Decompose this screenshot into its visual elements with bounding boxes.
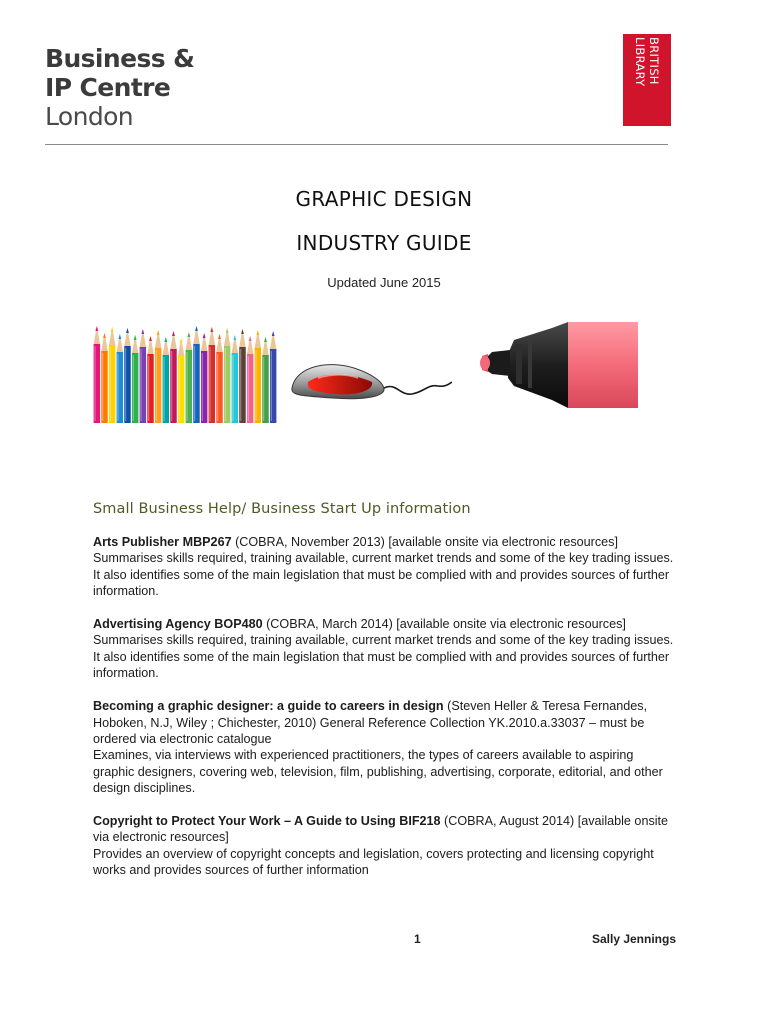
- logo-line-2: LIBRARY: [633, 37, 647, 87]
- resource-title: Copyright to Protect Your Work – A Guide to Using BIF218: [93, 814, 441, 829]
- resource-meta: (COBRA, March 2014) [available onsite via electronic resources]: [262, 617, 626, 632]
- pencil: [117, 334, 123, 423]
- document-title-line-2: INDUSTRY GUIDE: [296, 231, 472, 255]
- pencil: [170, 331, 176, 423]
- pencil: [201, 333, 207, 423]
- footer-author: Sally Jennings: [591, 932, 676, 946]
- business-ip-centre-logo: [45, 44, 265, 131]
- resource-title: Advertising Agency BOP480: [93, 617, 263, 632]
- highlighter-marker-image: [452, 320, 638, 410]
- resource-entry: [93, 534, 678, 599]
- british-library-logo: [623, 34, 671, 126]
- brand-line-3: London: [45, 102, 134, 131]
- pencil: [239, 329, 245, 423]
- pencil: [224, 328, 230, 423]
- resource-description: Summarises skills required, training available, current market trends and some of the key trading issues. It also identifies some of the main legislation that must be complied with and provides sources of further information.: [93, 633, 674, 681]
- section-heading: Small Business Help/ Business Start Up information: [93, 501, 471, 517]
- colored-pencils-image: [93, 322, 277, 423]
- updated-date: Updated June 2015: [327, 275, 441, 290]
- computer-mouse-image: [288, 352, 452, 408]
- pencil: [109, 327, 115, 423]
- pencil: [132, 335, 138, 423]
- pencil: [155, 330, 161, 423]
- resource-title: Arts Publisher MBP267: [93, 535, 232, 549]
- pencil: [193, 326, 199, 423]
- pencil: [186, 332, 192, 423]
- resource-description: Summarises skills required, training available, current market trends and some of the key trading issues. It also identifies some of the main legislation that must be complied with and provides sources of further information.: [93, 551, 674, 598]
- pencil: [147, 336, 153, 423]
- resource-meta: (COBRA, August 2014) [available onsite via electronic resources]: [93, 814, 669, 845]
- pencil: [262, 337, 268, 423]
- resource-list: [93, 534, 678, 895]
- pencil: [247, 336, 253, 423]
- pencil: [216, 334, 222, 423]
- pencil: [232, 335, 238, 423]
- pencil: [140, 329, 146, 423]
- resource-description: Provides an overview of copyright concepts and legislation, covers protecting and licensing copyright works and provides sources of further information: [93, 846, 654, 878]
- resource-meta: (Steven Heller & Teresa Fernandes, Hoboken, N.J, Wiley ; Chichester, 2010) General Reference Collection YK.2010.a.33037 – must be ordered via electronic catalogue: [93, 699, 648, 746]
- brand-line-1: Business &: [45, 44, 195, 73]
- pencil: [178, 338, 184, 423]
- logo-line-1: BRITISH: [647, 37, 661, 85]
- header-divider: [45, 144, 668, 145]
- pencil: [94, 326, 100, 423]
- pencil: [255, 330, 261, 423]
- document-title-line-1: GRAPHIC DESIGN: [295, 187, 473, 211]
- resource-title: Becoming a graphic designer: a guide to careers in design: [93, 699, 444, 714]
- resource-entry: [93, 813, 678, 878]
- pencil: [163, 337, 169, 423]
- pencil: [101, 333, 107, 423]
- page-number: 1: [414, 932, 421, 946]
- brand-line-2: IP Centre: [45, 73, 171, 102]
- pencil: [209, 327, 215, 423]
- resource-meta: (COBRA, November 2013) [available onsite via electronic resources]: [231, 535, 618, 549]
- pencil: [270, 331, 276, 423]
- resource-entry: [93, 698, 678, 796]
- pencil: [124, 328, 130, 423]
- resource-description: Examines, via interviews with experienced practitioners, the types of careers available to aspiring graphic designers, covering web, television, film, publishing, advertising, corporate, editorial, and other design disciplines.: [93, 748, 663, 795]
- resource-entry: [93, 616, 678, 681]
